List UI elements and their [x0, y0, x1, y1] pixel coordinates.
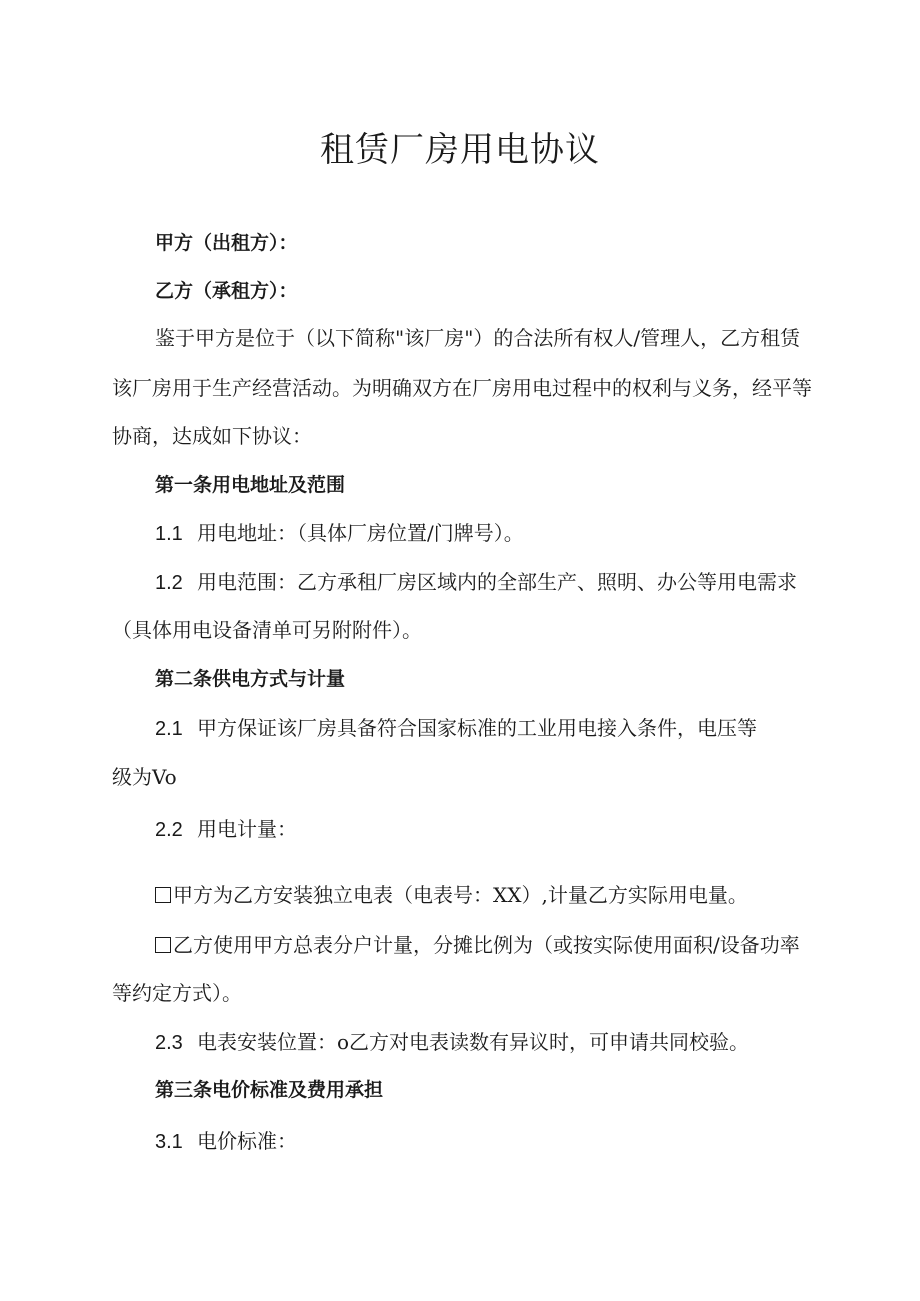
clause-3-1: [155, 1126, 297, 1157]
clause-text: 用电范围：乙方承租厂房区域内的全部生产、照明、办公等用电需求: [197, 570, 797, 594]
clause-text: 电价标准：: [197, 1129, 297, 1153]
preamble-line-3: 协商，达成如下协议：: [112, 424, 312, 448]
article-2-heading: 第二条供电方式与计量: [155, 668, 346, 690]
clause-text: 电表安装位置：o乙方对电表读数有异议时，可申请共同校验。: [197, 1030, 750, 1054]
clause-number: 2.1: [155, 718, 183, 740]
preamble-line-1: 鉴于甲方是位于（以下简称"该厂房"）的合法所有权人/管理人，乙方租赁: [155, 326, 801, 350]
checkbox-icon[interactable]: [155, 937, 171, 953]
clause-1-2-continued: （具体用电设备清单可另附附件）。: [112, 618, 422, 642]
article-1-heading: 第一条用电地址及范围: [155, 474, 346, 496]
clause-text: 用电地址：（具体厂房位置/门牌号）。: [197, 521, 524, 545]
party-a-label: 甲方（出租方）：: [155, 232, 298, 254]
party-b-label: 乙方（承租方）：: [155, 280, 298, 302]
clause-number: 2.2: [155, 819, 183, 841]
clause-number: 1.1: [155, 523, 183, 545]
clause-2-3: [155, 1027, 749, 1058]
clause-number: 3.1: [155, 1131, 183, 1153]
metering-option-1: [155, 880, 748, 910]
metering-option-2-continued: 等约定方式）。: [112, 981, 242, 1005]
clause-2-2: [155, 814, 297, 845]
clause-1-1: [155, 518, 524, 549]
metering-option-2: [155, 930, 800, 960]
clause-number: 2.3: [155, 1032, 183, 1054]
clause-2-1: [155, 713, 757, 744]
clause-text: 甲方保证该厂房具备符合国家标准的工业用电接入条件，电压等: [197, 716, 757, 740]
preamble-line-2: 该厂房用于生产经营活动。为明确双方在厂房用电过程中的权利与义务，经平等: [112, 376, 812, 400]
clause-1-2: [155, 567, 797, 598]
option-text: 甲方为乙方安装独立电表（电表号：XX）,计量乙方实际用电量。: [173, 883, 748, 907]
checkbox-icon[interactable]: [155, 887, 171, 903]
page-title: 租赁厂房用电协议: [320, 130, 600, 170]
article-3-heading: 第三条电价标准及费用承担: [155, 1079, 384, 1101]
clause-text: 用电计量：: [197, 817, 297, 841]
clause-number: 1.2: [155, 572, 183, 594]
option-text: 乙方使用甲方总表分户计量，分摊比例为（或按实际使用面积/设备功率: [173, 933, 800, 957]
clause-2-1-continued: 级为Vo: [112, 765, 177, 789]
